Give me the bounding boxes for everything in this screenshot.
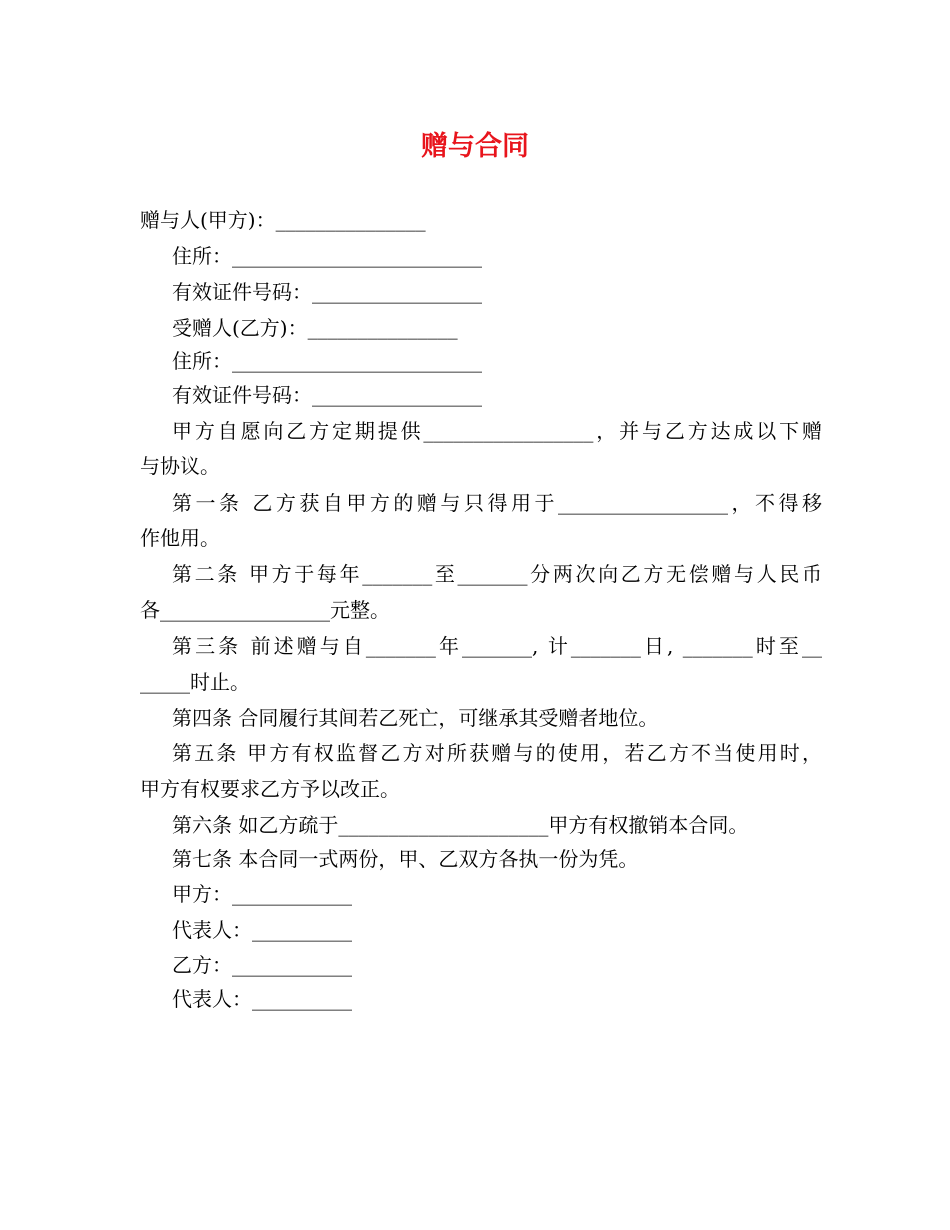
signature-representative-a: 代表人：__________ [172,918,352,942]
donor-id-line: 有效证件号码：_________________ [172,280,482,304]
article-5-line-2: 甲方有权要求乙方予以改正。 [140,777,400,801]
article-1-line-1: 第一条 乙方获自甲方的赠与只得用于_________________，不得移 [172,491,822,515]
donor-line: 赠与人(甲方)：_______________ [140,208,426,232]
preamble-line-2: 与协议。 [140,454,220,478]
donee-line: 受赠人(乙方)：_______________ [172,316,458,340]
article-7-line: 第七条 本合同一式两份，甲、乙双方各执一份为凭。 [172,847,639,871]
article-2-line-1: 第二条 甲方于每年_______至_______分两次向乙方无偿赠与人民币 [172,562,822,586]
article-3-line-2: _____时止。 [140,670,250,694]
donor-address-line: 住所：_________________________ [172,244,482,268]
signature-party-a: 甲方：____________ [172,882,352,906]
article-1-line-2: 作他用。 [140,526,220,550]
article-3-line-1: 第三条 前述赠与自_______年_______, 计_______日, _______时至__ [172,634,822,658]
donee-address-line: 住所：_________________________ [172,349,482,373]
signature-party-b: 乙方：____________ [172,953,352,977]
preamble-line-1: 甲方自愿向乙方定期提供_________________，并与乙方达成以下赠 [172,419,822,443]
donee-id-line: 有效证件号码：_________________ [172,383,482,407]
document-title: 赠与合同 [421,131,529,162]
article-6-line: 第六条 如乙方疏于_____________________甲方有权撤销本合同。 [172,813,749,837]
article-2-line-2: 各_________________元整。 [140,598,390,622]
article-5-line-1: 第五条 甲方有权监督乙方对所获赠与的使用，若乙方不当使用时， [172,741,822,765]
signature-representative-b: 代表人：__________ [172,987,352,1011]
article-4-line: 第四条 合同履行其间若乙死亡，可继承其受赠者地位。 [172,706,659,730]
